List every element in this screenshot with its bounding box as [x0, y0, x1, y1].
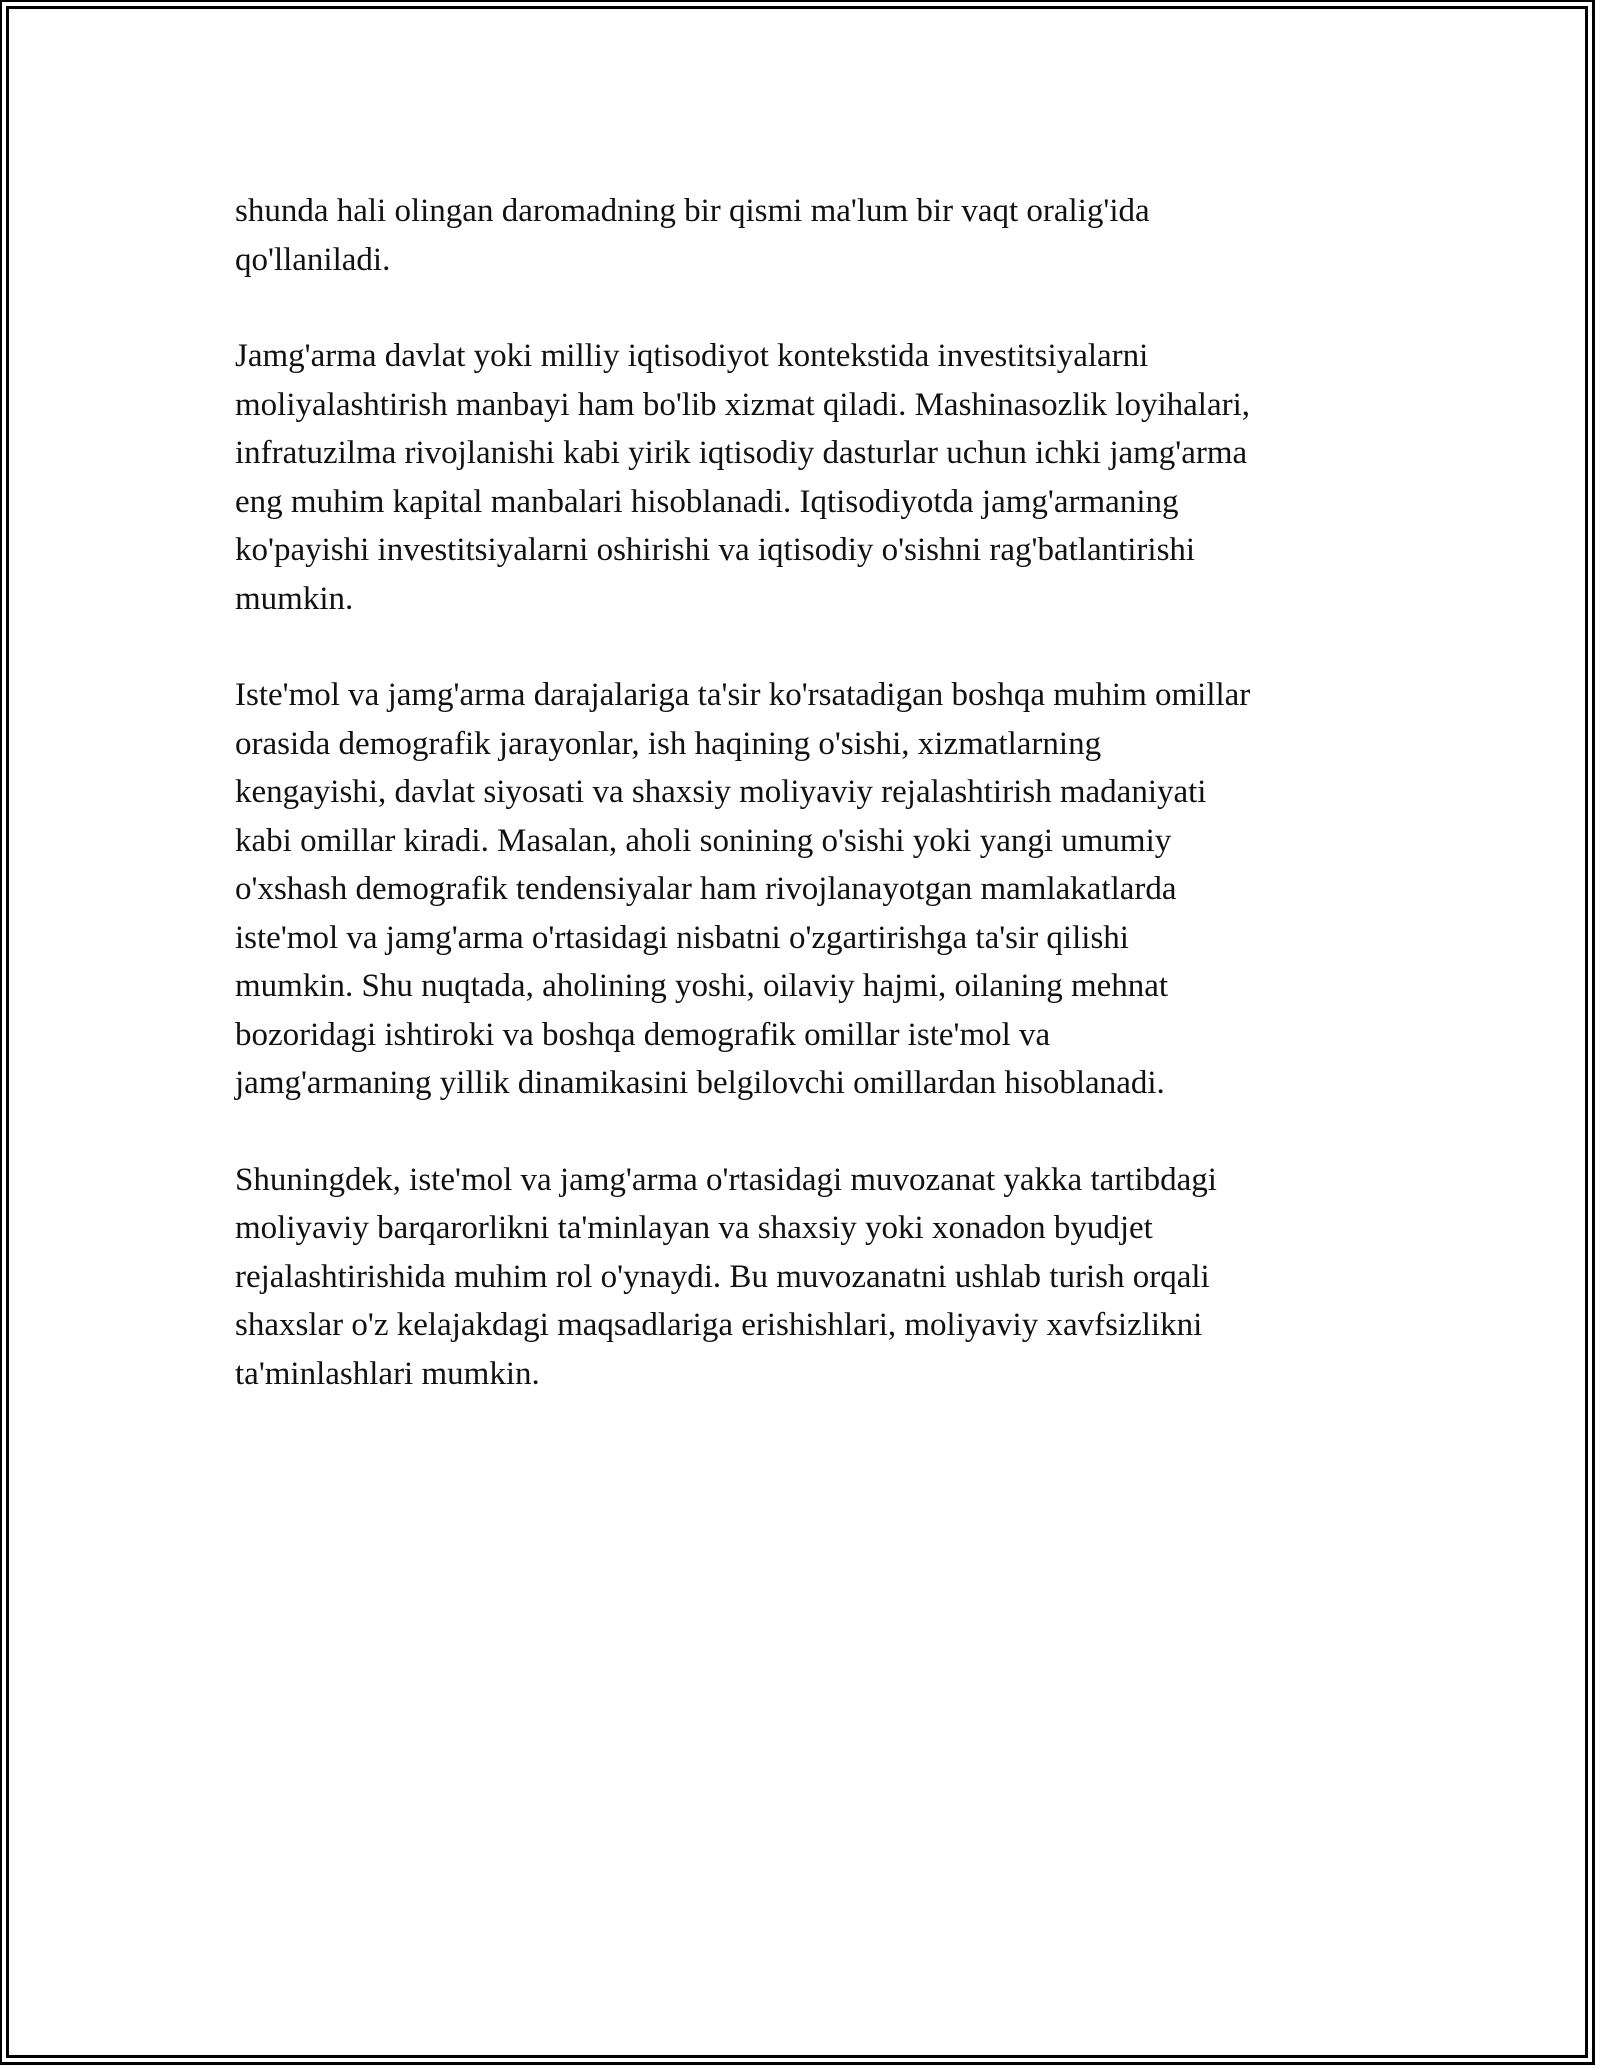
text-line: rejalashtirishida muhim rol o'ynaydi. Bu muvozanatni ushlab turish orqali	[235, 1258, 1210, 1295]
text-line: shunda hali olingan daromadning bir qismi ma'lum bir vaqt oralig'ida	[235, 193, 1150, 229]
paragraph-1	[235, 187, 1375, 284]
text-line: eng muhim kapital manbalari hisoblanadi. Iqtisodiyotda jamg'armaning	[235, 483, 1179, 520]
text-line: ta'minlashlari mumkin.	[235, 1355, 540, 1392]
document-body	[235, 187, 1375, 1446]
text-line: qo'llaniladi.	[235, 241, 391, 278]
text-line: kengayishi, davlat siyosati va shaxsiy moliyaviy rejalashtirish madaniyati	[235, 774, 1207, 810]
text-line: shaxslar o'z kelajakdagi maqsadlariga erishishlari, moliyaviy xavfsizlikni	[235, 1307, 1203, 1343]
text-line: o'xshash demografik tendensiyalar ham rivojlanayotgan mamlakatlarda	[235, 871, 1177, 907]
text-line: bozoridagi ishtiroki va boshqa demografik omillar iste'mol va	[235, 1016, 1051, 1053]
text-line: jamg'armaning yillik dinamikasini belgilovchi omillardan hisoblanadi.	[235, 1065, 1165, 1101]
text-line: ko'payishi investitsiyalarni oshirishi va iqtisodiy o'sishni rag'batlantirishi	[235, 532, 1196, 568]
paragraph-3	[235, 671, 1375, 1108]
text-line: Shuningdek, iste'mol va jamg'arma o'rtasidagi muvozanat yakka tartibdagi	[235, 1161, 1217, 1198]
text-line: mumkin.	[235, 580, 354, 617]
text-line: Jamg'arma davlat yoki milliy iqtisodiyot kontekstida investitsiyalarni	[235, 338, 1149, 374]
paragraph-2	[235, 332, 1375, 623]
paragraph-4	[235, 1156, 1375, 1399]
text-line: iste'mol va jamg'arma o'rtasidagi nisbatni o'zgartirishga ta'sir qilishi	[235, 919, 1129, 956]
text-line: orasida demografik jarayonlar, ish haqining o'sishi, xizmatlarning	[235, 725, 1102, 762]
text-line: infratuzilma rivojlanishi kabi yirik iqtisodiy dasturlar uchun ichki jamg'arma	[235, 435, 1248, 471]
text-line: mumkin. Shu nuqtada, aholining yoshi, oilaviy hajmi, oilaning mehnat	[235, 968, 1169, 1004]
text-line: moliyalashtirish manbayi ham bo'lib xizmat qiladi. Mashinasozlik loyihalari,	[235, 386, 1251, 423]
text-line: kabi omillar kiradi. Masalan, aholi sonining o'sishi yoki yangi umumiy	[235, 822, 1172, 859]
text-line: Iste'mol va jamg'arma darajalariga ta'sir ko'rsatadigan boshqa muhim omillar	[235, 677, 1251, 713]
text-line: moliyaviy barqarorlikni ta'minlayan va shaxsiy yoki xonadon byudjet	[235, 1210, 1153, 1246]
